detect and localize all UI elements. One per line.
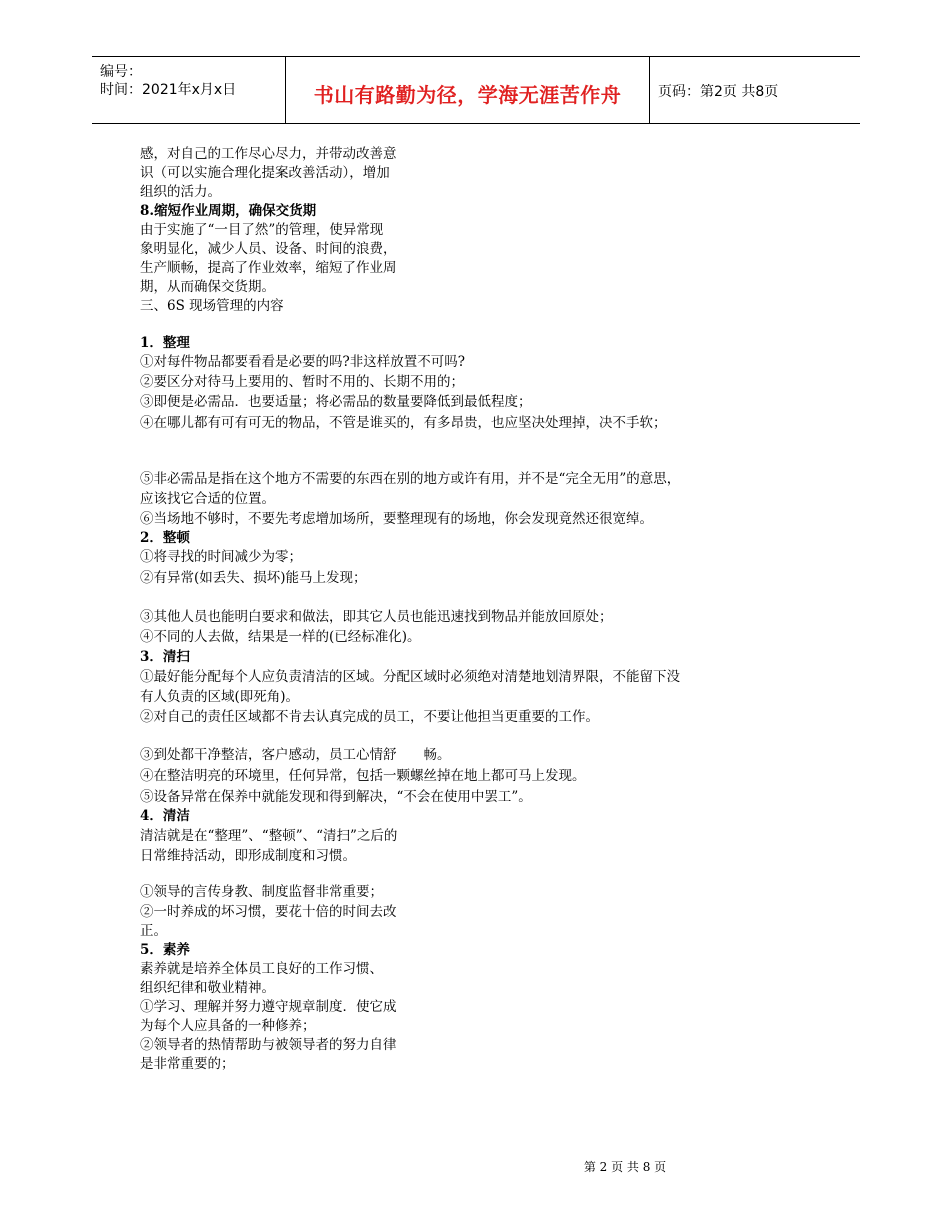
body-line: 素养就是培养全体员工良好的工作习惯、 [140,961,383,977]
list-item: ④不同的人去做，结果是一样的(已经标准化)。 [140,629,421,645]
section-heading: 4．清洁 [140,808,190,824]
section-heading: 8.缩短作业周期，确保交货期 [140,203,317,219]
body-line: 识（可以实施合理化提案改善活动），增加 [140,165,390,181]
body-line: 生产顺畅，提高了作业效率，缩短了作业周 [140,260,397,276]
section-heading: 3．清扫 [140,649,190,665]
body-line: 组织的活力。 [140,184,221,200]
body-line: 为每个人应具备的一种修养； [140,1018,316,1034]
list-item: ②要区分对待马上要用的、暂时不用的、长期不用的； [140,374,464,390]
list-item: ⑤非必需品是指在这个地方不需要的东西在别的地方或许有用，并不是“完全无用”的意思， [140,471,681,487]
body-line: 组织纪律和敬业精神。 [140,980,275,996]
list-item: ③到处都干净整洁，客户感动，员工心情舒 畅。 [140,747,451,763]
list-item: ⑤设备异常在保养中就能发现和得到解决，“不会在使用中罢工”。 [140,789,532,805]
list-item: ①将寻找的时间减少为零； [140,549,302,565]
list-item: ②对自己的责任区域都不肯去认真完成的员工，不要让他担当更重要的工作。 [140,709,599,725]
list-item: ①最好能分配每个人应负责清洁的区域。分配区域时必须绝对清楚地划清界限，不能留下没 [140,669,680,685]
section-heading: 5．素养 [140,942,190,958]
list-item: ④在哪儿都有可有可无的物品，不管是谁买的，有多昂贵，也应坚决处理掉，决不手软； [140,415,667,431]
list-item: ①对每件物品都要看看是必要的吗?非这样放置不可吗? [140,354,465,370]
body-line: 感，对自己的工作尽心尽力，并带动改善意 [140,146,397,162]
list-item: ②一时养成的坏习惯，要花十倍的时间去改 [140,904,397,920]
body-line: 期，从而确保交货期。 [140,279,275,295]
section-heading: 1．整理 [140,335,190,351]
body-line: 应该找它合适的位置。 [140,491,275,507]
body-line: 由于实施了“一目了然”的管理，使异常现 [140,222,384,238]
page-footer: 第 2 页 共 8 页 [583,1160,667,1174]
body-line: 是非常重要的； [140,1056,235,1072]
list-item: ①领导的言传身教、制度监督非常重要； [140,884,383,900]
list-item: ③即便是必需品．也要适量；将必需品的数量要降低到最低程度； [140,394,532,410]
body-line: 日常维持活动，即形成制度和习惯。 [140,848,356,864]
list-item: ①学习、理解并努力遵守规章制度．使它成 [140,999,397,1015]
section-heading: 2．整顿 [140,530,190,546]
page-code: 页码：第2页 共8页 [658,84,779,100]
list-item: ④在整洁明亮的环境里，任何异常，包括一颗螺丝掉在地上都可马上发现。 [140,768,586,784]
list-item: ③其他人员也能明白要求和做法，即其它人员也能迅速找到物品并能放回原处； [140,609,613,625]
body-line: 正。 [140,923,167,939]
body-line: 有人负责的区域(即死角)。 [140,689,300,705]
list-item: ②有异常(如丢失、损坏)能马上发现； [140,570,367,586]
list-item: ②领导者的热情帮助与被领导者的努力自律 [140,1037,397,1053]
document-time-label: 时间：2021年x月x日 [100,82,237,98]
motto-text: 书山有路勤为径，学海无涯苦作舟 [313,83,622,107]
chapter-heading: 三、6S 现场管理的内容 [140,298,284,314]
list-item: ⑥当场地不够时，不要先考虑增加场所，要整理现有的场地，你会发现竟然还很宽绰。 [140,511,653,527]
body-line: 象明显化，减少人员、设备、时间的浪费， [140,241,397,257]
body-line: 清洁就是在“整理”、“整顿”、“清扫”之后的 [140,828,398,844]
document-number-label: 编号： [100,64,142,80]
